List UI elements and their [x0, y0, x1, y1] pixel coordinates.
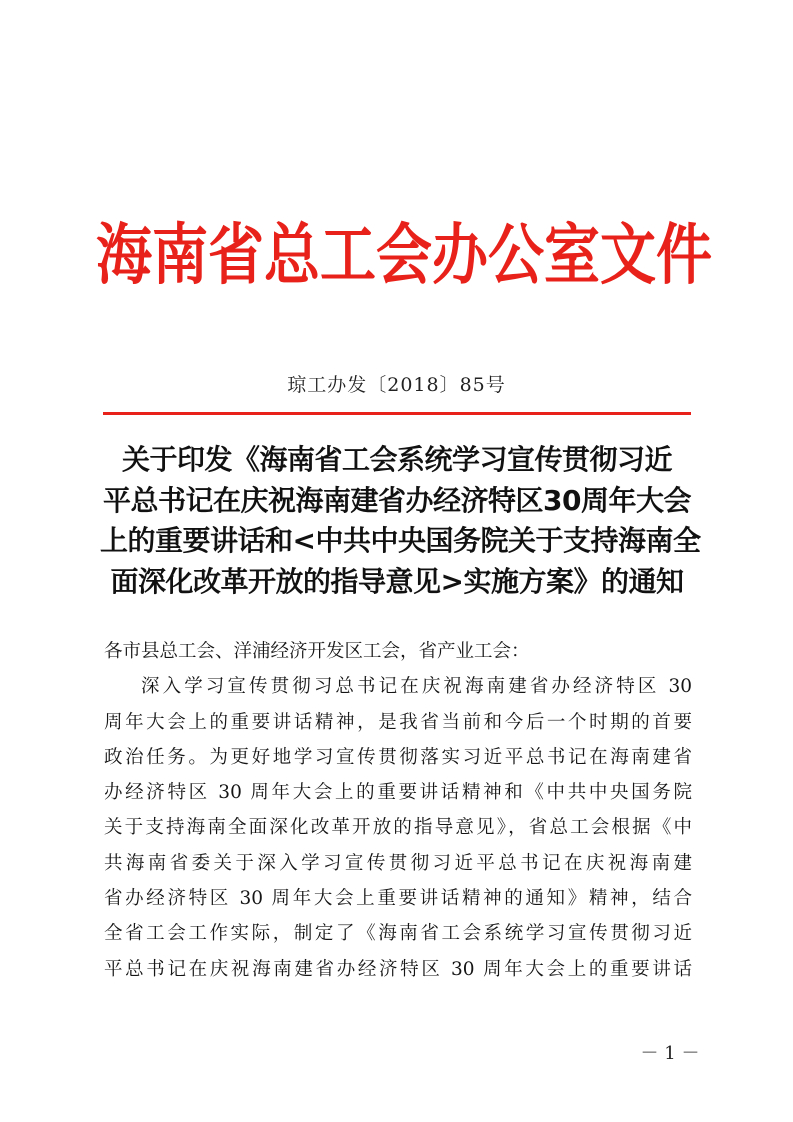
body-line: 办经济特区 30 周年大会上的重要讲话精神和《中共中央国务院	[104, 782, 692, 804]
body-line: 省办经济特区 30 周年大会上重要讲话精神的通知》精神，结合	[104, 888, 692, 910]
title-line: 上的重要讲话和<中共中央国务院关于支持海南全	[100, 524, 701, 557]
document-masthead: 海南省总工会办公室文件	[96, 217, 712, 295]
title-line: 平总书记在庆祝海南建省办经济特区30周年大会	[103, 483, 691, 517]
body-line: 周年大会上的重要讲话精神，是我省当前和今后一个时期的首要	[104, 711, 692, 733]
document-body	[104, 634, 692, 987]
red-separator-line	[103, 412, 691, 415]
body-line: 共海南省委关于深入学习宣传贯彻习近平总书记在庆祝海南建	[104, 852, 692, 874]
title-line: 关于印发《海南省工会系统学习宣传贯彻习近	[121, 443, 672, 476]
document-number: 琼工办发〔2018〕85号	[287, 374, 506, 396]
body-line: 深入学习宣传贯彻习总书记在庆祝海南建省办经济特区 30	[141, 676, 692, 698]
page-number: － 1 －	[640, 1043, 700, 1064]
body-line: 全省工会工作实际，制定了《海南省工会系统学习宣传贯彻习近	[104, 923, 692, 945]
addressee: 各市县总工会、洋浦经济开发区工会，省产业工会：	[104, 641, 530, 662]
document-title	[100, 440, 701, 602]
body-line: 政治任务。为更好地学习宣传贯彻落实习近平总书记在海南建省	[104, 746, 692, 768]
body-line: 平总书记在庆祝海南建省办经济特区 30 周年大会上的重要讲话	[104, 958, 692, 980]
body-line: 关于支持海南全面深化改革开放的指导意见》，省总工会根据《中	[104, 817, 692, 839]
title-line: 面深化改革开放的指导意见>实施方案》的通知	[110, 564, 684, 598]
